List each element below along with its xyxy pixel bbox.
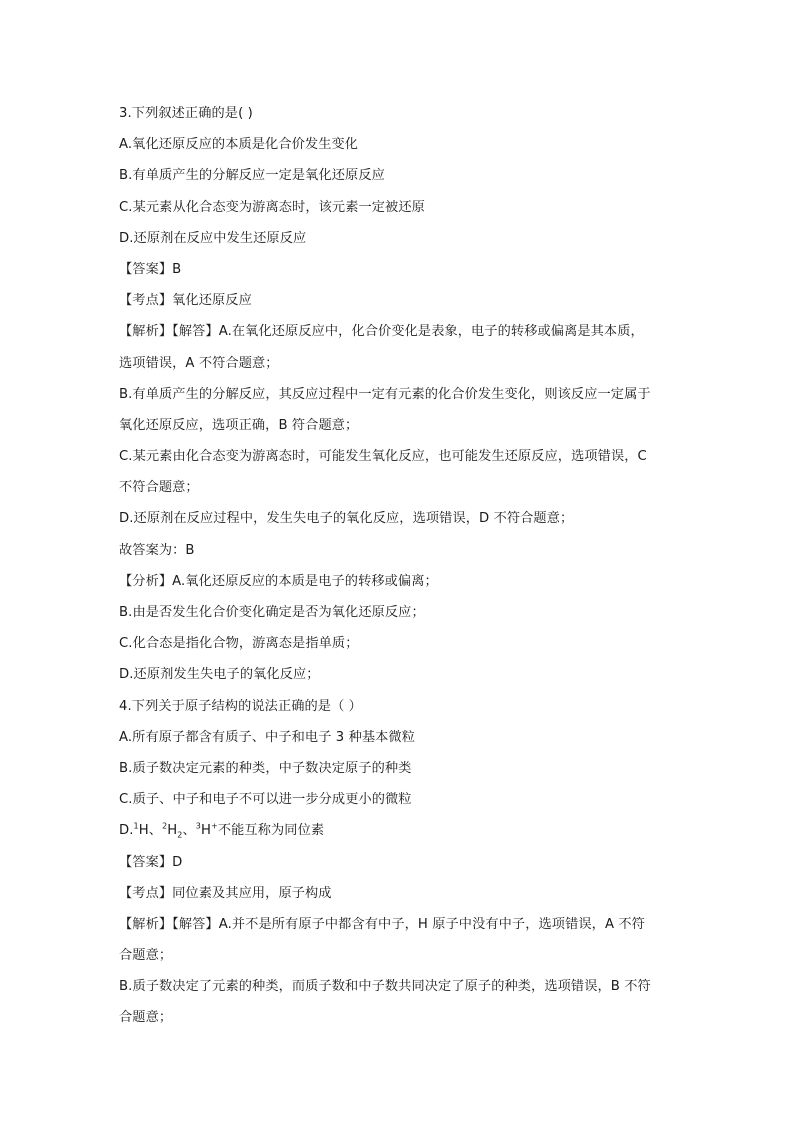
q3-analysis-line: D.还原剂在反应过程中，发生失电子的氧化反应，选项错误，D 不符合题意； <box>119 511 574 527</box>
q3-summary-line: C.化合态是指化合物，游离态是指单质； <box>119 636 359 652</box>
q4-option-c: C.质子、中子和电子不可以进一步分成更小的微粒 <box>119 792 412 808</box>
q3-analysis-line: 选项错误，A 不符合题意； <box>119 355 279 371</box>
q3-final-answer: 故答案为：B <box>119 542 195 558</box>
q3-option-a: A.氧化还原反应的本质是化合价发生变化 <box>119 137 359 153</box>
isotope-3-symbol: H <box>201 823 212 839</box>
isotope-3-mass: 3 <box>195 821 201 831</box>
q4-analysis-line: 合题意； <box>119 948 173 964</box>
isotope-2-subscript: 2 <box>177 830 183 840</box>
document-content <box>119 98 679 1034</box>
q3-answer: 【答案】B <box>119 261 182 277</box>
q3-option-d: D.还原剂在反应中发生还原反应 <box>119 230 307 246</box>
q4-option-d <box>119 815 679 846</box>
q3-option-c: C.某元素从化合态变为游离态时，该元素一定被还原 <box>119 199 425 215</box>
q4-analysis-line: 【解析】【解答】A.并不是所有原子中都含有中子，H 原子中没有中子，选项错误，A 不符 <box>119 916 645 932</box>
question-3-stem: 3.下列叙述正确的是( ) <box>119 106 253 121</box>
q3-knowledge-point: 【考点】氧化还原反应 <box>119 293 252 309</box>
q4-option-b: B.质子数决定元素的种类，中子数决定原子的种类 <box>119 760 412 776</box>
q4-answer: 【答案】D <box>119 854 183 870</box>
q3-analysis-line: C.某元素由化合态变为游离态时，可能发生氧化反应，也可能发生还原反应，选项错误，C <box>119 449 647 465</box>
q4-option-a: A.所有原子都含有质子、中子和电子 3 种基本微粒 <box>119 729 416 745</box>
option-d-suffix: 不能互称为同位素 <box>217 823 325 839</box>
isotope-3-charge: + <box>211 821 218 831</box>
q3-analysis-line: B.有单质产生的分解反应，其反应过程中一定有元素的化合价发生变化，则该反应一定属于 <box>119 386 651 402</box>
isotope-1-mass: 1 <box>133 821 139 831</box>
q3-analysis-line: 【解析】【解答】A.在氧化还原反应中，化合价变化是表象，电子的转移或偏离是其本质， <box>119 324 644 340</box>
isotope-2-mass: 2 <box>162 821 168 831</box>
option-d-prefix: D. <box>119 823 134 839</box>
q3-option-b: B.有单质产生的分解反应一定是氧化还原反应 <box>119 168 385 184</box>
q3-summary-line: B.由是否发生化合价变化确定是否为氧化还原反应； <box>119 605 425 620</box>
q3-analysis-line: 氧化还原反应，选项正确，B 符合题意； <box>119 417 359 433</box>
q4-analysis-line: B.质子数决定了元素的种类，而质子数和中子数共同决定了原子的种类，选项错误，B 不符 <box>119 979 651 995</box>
question-4-stem: 4.下列关于原子结构的说法正确的是（ ） <box>119 698 362 714</box>
q3-summary-line: D.还原剂发生失电子的氧化反应； <box>119 667 320 683</box>
isotope-1-symbol: H、 <box>138 823 163 839</box>
isotope-separator: 、 <box>182 823 196 839</box>
q3-summary-line: 【分析】A.氧化还原反应的本质是电子的转移或偏离； <box>119 573 438 589</box>
isotope-2-symbol: H <box>167 823 178 839</box>
q3-analysis-line: 不符合题意； <box>119 480 199 496</box>
q4-analysis-line: 合题意； <box>119 1010 173 1026</box>
q4-knowledge-point: 【考点】同位素及其应用，原子构成 <box>119 885 332 901</box>
